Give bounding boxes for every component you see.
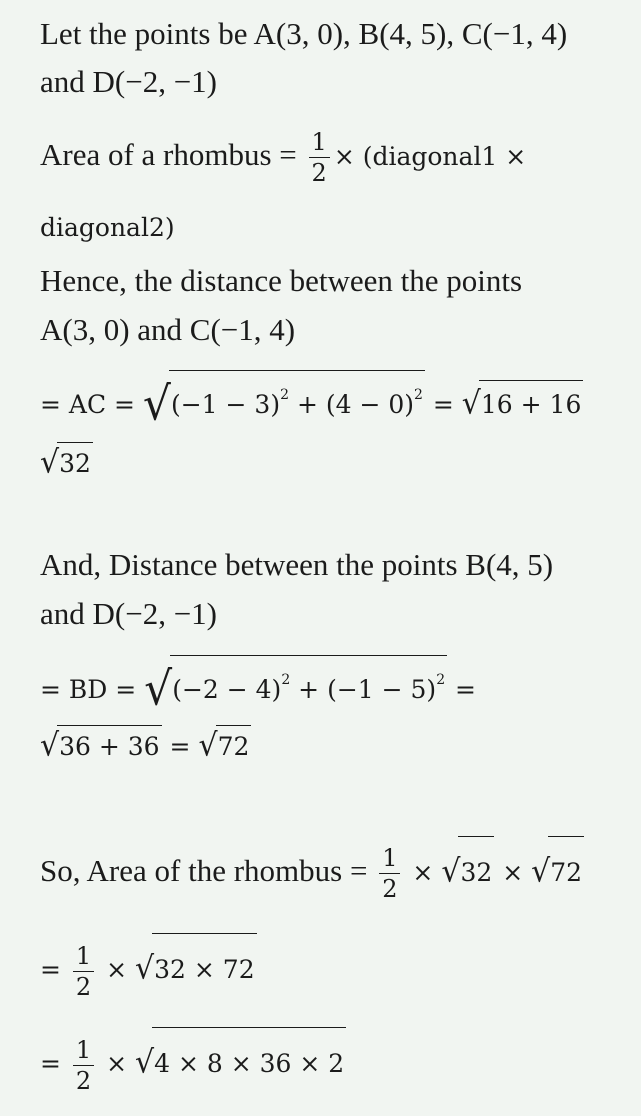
ac-term-1: (−1 − 3) xyxy=(170,390,281,419)
area-result-line xyxy=(40,836,584,908)
step-2-equals: = xyxy=(40,1049,69,1078)
exponent: 2 xyxy=(414,387,423,403)
times-sign: × xyxy=(404,858,442,887)
distance-ac-points xyxy=(40,310,295,350)
ac-sqrt-2 xyxy=(462,380,584,428)
area-step-1 xyxy=(40,933,257,1005)
ac-radicand-2: 16 + 16 xyxy=(479,380,583,428)
bd-equals-3: = xyxy=(161,732,199,761)
bd-result-sqrt xyxy=(198,725,251,767)
sqrt-icon: √ xyxy=(135,950,155,987)
step-2-sqrt xyxy=(135,1027,346,1099)
bd-result-radicand: 72 xyxy=(216,725,252,767)
area-formula-tail: × (diagonal1 × xyxy=(333,142,527,171)
area-formula-line xyxy=(40,120,526,192)
point-d-statement: and D(−2, −1) xyxy=(40,64,218,99)
distance-bd-text: And, Distance between the points B(4, 5) xyxy=(40,547,554,582)
point-d-statement-2: and D(−2, −1) xyxy=(40,596,218,631)
exponent: 2 xyxy=(436,672,446,688)
ac-radicand xyxy=(169,370,425,428)
exponent: 2 xyxy=(281,672,291,688)
area-formula-label: Area of a rhombus = xyxy=(40,137,305,172)
ac-result-radicand: 32 xyxy=(57,442,93,484)
ac-result-sqrt xyxy=(40,442,93,484)
intro-line xyxy=(40,14,567,54)
sqrt-icon: √ xyxy=(441,853,461,890)
bd-result-line xyxy=(40,725,251,767)
sqrt-icon: √ xyxy=(461,385,481,422)
ac-calculation-line xyxy=(40,370,583,432)
area-step-2 xyxy=(40,1027,346,1099)
bd-sqrt xyxy=(144,655,447,717)
area-radicand-32: 32 xyxy=(458,836,494,908)
bd-equals: = BD = xyxy=(40,675,145,704)
bd-term-1: (−2 − 4) xyxy=(172,675,282,704)
bd-calculation-line xyxy=(40,655,477,717)
sqrt-icon: √ xyxy=(144,662,173,717)
half-fraction xyxy=(309,127,330,188)
times-sign-2: × xyxy=(494,858,532,887)
sqrt-icon: √ xyxy=(40,727,60,764)
sqrt-icon: √ xyxy=(135,1044,155,1081)
area-sqrt-72 xyxy=(531,836,584,908)
fraction-numerator: 1 xyxy=(73,1035,94,1066)
step-2-radicand: 4 × 8 × 36 × 2 xyxy=(152,1027,346,1099)
half-fraction-4 xyxy=(73,1035,94,1096)
points-a-c: A(3, 0) and C(−1, 4) xyxy=(40,312,296,347)
sqrt-icon: √ xyxy=(531,853,551,890)
step-1-sqrt xyxy=(135,933,257,1005)
distance-ac-intro xyxy=(40,261,522,301)
fraction-denominator: 2 xyxy=(311,159,327,188)
ac-term-2: + (4 − 0) xyxy=(289,390,414,419)
bd-radicand-2: 36 + 36 xyxy=(57,725,161,767)
bd-term-2: + (−1 − 5) xyxy=(290,675,437,704)
points-statement: Let the points be A(3, 0), B(4, 5), C(−1, 4) xyxy=(40,16,568,51)
ac-sqrt xyxy=(142,370,425,432)
fraction-numerator: 1 xyxy=(309,127,330,158)
step-1-radicand: 32 × 72 xyxy=(152,933,256,1005)
area-sqrt-32 xyxy=(441,836,494,908)
fraction-denominator: 2 xyxy=(382,875,398,904)
area-result-label: So, Area of the rhombus = xyxy=(40,853,376,888)
sqrt-icon: √ xyxy=(142,377,171,432)
step-1-equals: = xyxy=(40,955,69,984)
sqrt-icon: √ xyxy=(198,727,218,764)
distance-ac-text: Hence, the distance between the points xyxy=(40,263,523,298)
half-fraction-2 xyxy=(379,843,400,904)
bd-radicand xyxy=(170,655,447,713)
distance-bd-intro xyxy=(40,545,553,585)
ac-equals: = AC = xyxy=(40,390,143,419)
fraction-numerator: 1 xyxy=(73,941,94,972)
sqrt-icon: √ xyxy=(40,444,60,481)
bd-equals-2: = xyxy=(447,675,477,704)
fraction-denominator: 2 xyxy=(75,1067,92,1095)
times-sign-3: × xyxy=(98,955,136,984)
area-radicand-72: 72 xyxy=(548,836,584,908)
distance-bd-points xyxy=(40,594,217,634)
ac-result-line xyxy=(40,442,93,484)
fraction-denominator: 2 xyxy=(75,973,92,1001)
times-sign-4: × xyxy=(98,1049,136,1078)
fraction-numerator: 1 xyxy=(379,843,400,874)
exponent: 2 xyxy=(280,387,289,403)
area-formula-end: diagonal2) xyxy=(40,213,175,242)
area-formula-line-2 xyxy=(40,208,175,248)
intro-line-2 xyxy=(40,62,217,102)
half-fraction-3 xyxy=(73,941,94,1002)
ac-equals-2: = xyxy=(424,390,462,419)
bd-sqrt-2 xyxy=(40,725,162,767)
